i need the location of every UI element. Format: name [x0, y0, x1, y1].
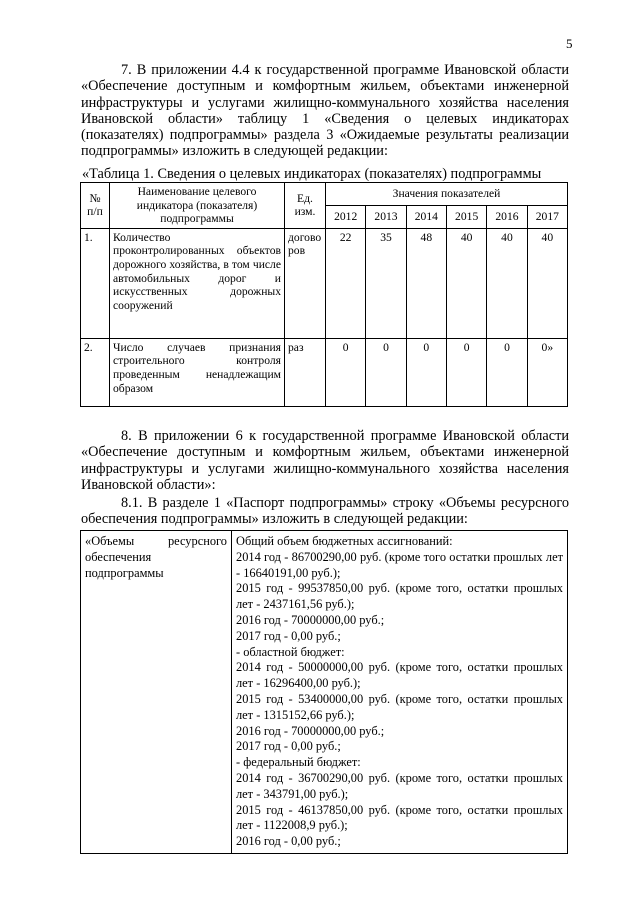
table-header-row [81, 183, 568, 206]
row-name: Число случаев признания строительного контроля проведенным ненадлежащим образом [110, 338, 285, 406]
row-value: 0 [406, 338, 446, 406]
resource-line: - областной бюджет: [236, 644, 345, 659]
header-num: № п/п [81, 183, 110, 229]
resource-line: 2017 год - 0,00 руб.; [236, 739, 341, 754]
resources-label: «Объемы ресурсного обеспечения подпрограммы [81, 531, 232, 854]
row-value: 0 [487, 338, 527, 406]
resource-line: 2015 год - 53400000,00 руб. (кроме того, остатки прошлых лет - 1315152,66 руб.); [236, 691, 563, 722]
paragraph-8-1: 8.1. В разделе 1 «Паспорт подпрограммы» строку «Объемы ресурсного обеспечения подпрограммы» изложить в следующей редакции: [81, 495, 569, 528]
row-unit: договоров [285, 228, 326, 338]
row-value: 0 [326, 338, 366, 406]
resource-line: 2015 год - 46137850,00 руб. (кроме того, остатки прошлых лет - 1122008,9 руб.); [236, 802, 563, 833]
row-value: 48 [406, 228, 446, 338]
resource-line: 2015 год - 99537850,00 руб. (кроме того, остатки прошлых лет - 2437161,56 руб.); [236, 581, 563, 612]
row-value: 22 [326, 228, 366, 338]
resource-line: 2014 год - 36700290,00 руб. (кроме того, остатки прошлых лет - 343791,00 руб.); [236, 770, 563, 801]
table-row [81, 228, 568, 338]
row-value: 35 [366, 228, 406, 338]
row-value: 40 [527, 228, 567, 338]
resources-table [80, 530, 568, 854]
table1-title: «Таблица 1. Сведения о целевых индикаторах (показателях) подпрограммы [82, 166, 542, 182]
table-row [81, 531, 568, 854]
row-unit: раз [285, 338, 326, 406]
resource-line: Общий объем бюджетных ассигнований: [236, 534, 453, 548]
resource-line: - федеральный бюджет: [236, 755, 361, 770]
header-year: 2016 [487, 205, 527, 228]
header-year: 2013 [366, 205, 406, 228]
header-year: 2017 [527, 205, 567, 228]
resource-line: 2014 год - 50000000,00 руб. (кроме того, остатки прошлых лет - 16296400,00 руб.); [236, 660, 563, 691]
header-year: 2014 [406, 205, 446, 228]
resource-line: 2014 год - 86700290,00 руб. (кроме того остатки прошлых лет - 16640191,00 руб.); [236, 549, 563, 580]
row-value: 40 [487, 228, 527, 338]
resource-line: 2017 год - 0,00 руб.; [236, 628, 341, 643]
header-unit: Ед. изм. [285, 183, 326, 229]
paragraph-7: 7. В приложении 4.4 к государственной программе Ивановской области «Обеспечение доступным и комфортным жильем, объектами инженерной инфраструктуры и услугами жилищно-коммунального хозяйства населения Ивановской области» таблицу 1 «Сведения о целевых индикаторах (показателях) подпрограммы» раздела 3 «Ожидаемые результаты реализации подпрограммы» изложить в следующей редакции: [81, 62, 569, 160]
header-values: Значения показателей [326, 183, 568, 206]
paragraph-8: 8. В приложении 6 к государственной программе Ивановской области «Обеспечение доступным и комфортным жильем, объектами инженерной инфраструктуры и услугами жилищно-коммунального хозяйства населения Ивановской области»: [81, 428, 569, 493]
header-year: 2012 [326, 205, 366, 228]
row-num: 2. [81, 338, 110, 406]
resource-line: 2016 год - 0,00 руб.; [236, 834, 341, 849]
row-value: 0 [366, 338, 406, 406]
resource-line: 2016 год - 70000000,00 руб.; [236, 612, 385, 627]
header-name: Наименование целевого индикатора (показателя) подпрограммы [110, 183, 285, 229]
row-name: Количество проконтролированных объектов дорожного хозяйства, в том числе автомобильных дорог и искусственных дорожных сооружений [110, 228, 285, 338]
row-num: 1. [81, 228, 110, 338]
resources-content [232, 531, 568, 854]
header-year: 2015 [446, 205, 486, 228]
row-value: 0 [446, 338, 486, 406]
row-value: 40 [446, 228, 486, 338]
page-number: 5 [566, 36, 573, 51]
table-row [81, 338, 568, 406]
indicators-table [80, 182, 568, 407]
row-value: 0» [527, 338, 567, 406]
resource-line: 2016 год - 70000000,00 руб.; [236, 723, 385, 738]
